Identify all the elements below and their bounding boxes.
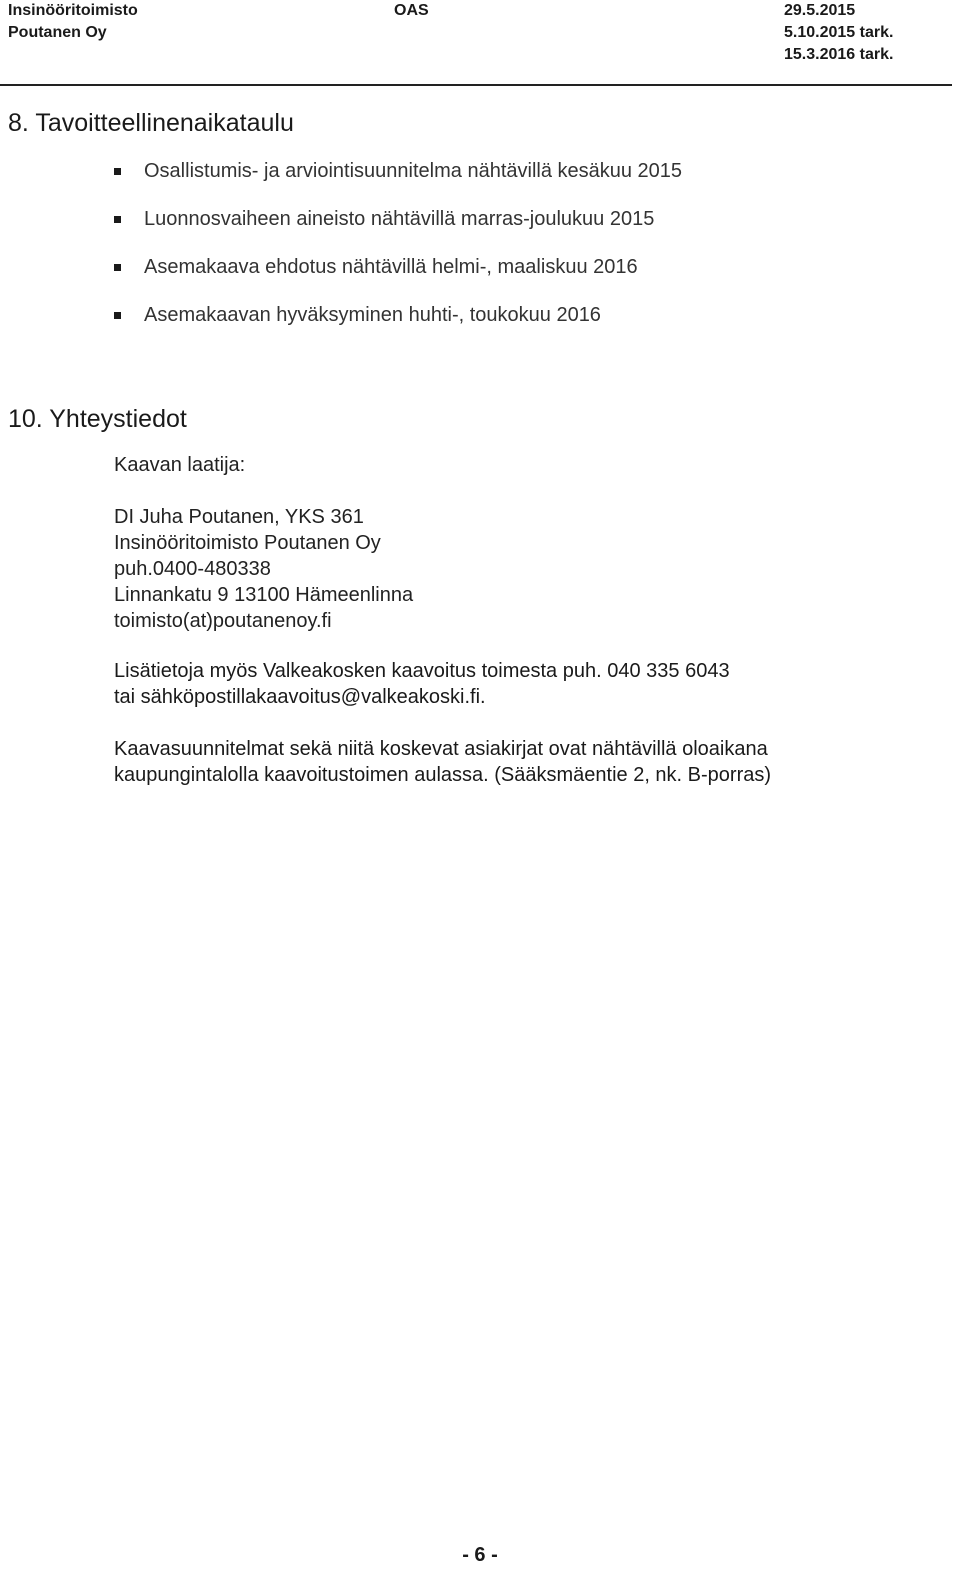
page-header (0, 0, 960, 88)
section-10-title: 10. Yhteystiedot (8, 405, 187, 433)
contact-block (114, 452, 413, 634)
contact-phone: puh.0400-480338 (114, 558, 271, 580)
company-name-line2: Poutanen Oy (8, 24, 107, 41)
contact-name: DI Juha Poutanen, YKS 361 (114, 506, 364, 528)
document-type: OAS (394, 2, 429, 19)
square-bullet-icon (114, 216, 121, 223)
revision-dates (784, 0, 893, 66)
schedule-item-text: Asemakaavan hyväksyminen huhti-, toukokuu 2016 (144, 304, 601, 326)
company-name-line1: Insinööritoimisto (8, 2, 138, 19)
list-item (108, 251, 682, 299)
schedule-list (108, 155, 682, 347)
revision-date: 29.5.2015 (784, 2, 856, 19)
plans-availability-line: Kaavasuunnitelmat sekä niitä koskevat asiakirjat ovat nähtävillä oloaikana (114, 738, 768, 760)
contact-address: Linnankatu 9 13100 Hämeenlinna (114, 584, 414, 606)
revision-date: 15.3.2016 tark. (784, 46, 894, 63)
additional-info (114, 658, 771, 788)
plans-location-line: kaupungintalolla kaavoitustoimen aulassa. (Sääksmäentie 2, nk. B-porras) (114, 764, 772, 786)
header-divider (0, 84, 952, 86)
square-bullet-icon (114, 168, 121, 175)
square-bullet-icon (114, 264, 121, 271)
more-info-email-line: tai sähköpostillakaavoitus@valkeakoski.fi. (114, 686, 486, 708)
schedule-item-text: Luonnosvaiheen aineisto nähtävillä marras-joulukuu 2015 (144, 208, 655, 230)
schedule-item-text: Asemakaava ehdotus nähtävillä helmi-, maaliskuu 2016 (144, 256, 638, 278)
list-item (108, 299, 682, 347)
page-number: - 6 - (462, 1544, 498, 1566)
more-info-line: Lisätietoja myös Valkeakosken kaavoitus toimesta puh. 040 335 6043 (114, 660, 730, 682)
contact-company: Insinööritoimisto Poutanen Oy (114, 532, 381, 554)
square-bullet-icon (114, 312, 121, 319)
company-name (8, 0, 138, 44)
revision-date: 5.10.2015 tark. (784, 24, 894, 41)
author-label: Kaavan laatija: (114, 454, 246, 476)
contact-email: toimisto(at)poutanenoy.fi (114, 610, 332, 632)
section-8-title: 8. Tavoitteellinenaikataulu (8, 109, 294, 137)
list-item (108, 203, 682, 251)
list-item (108, 155, 682, 203)
schedule-item-text: Osallistumis- ja arviointisuunnitelma nähtävillä kesäkuu 2015 (144, 160, 683, 182)
